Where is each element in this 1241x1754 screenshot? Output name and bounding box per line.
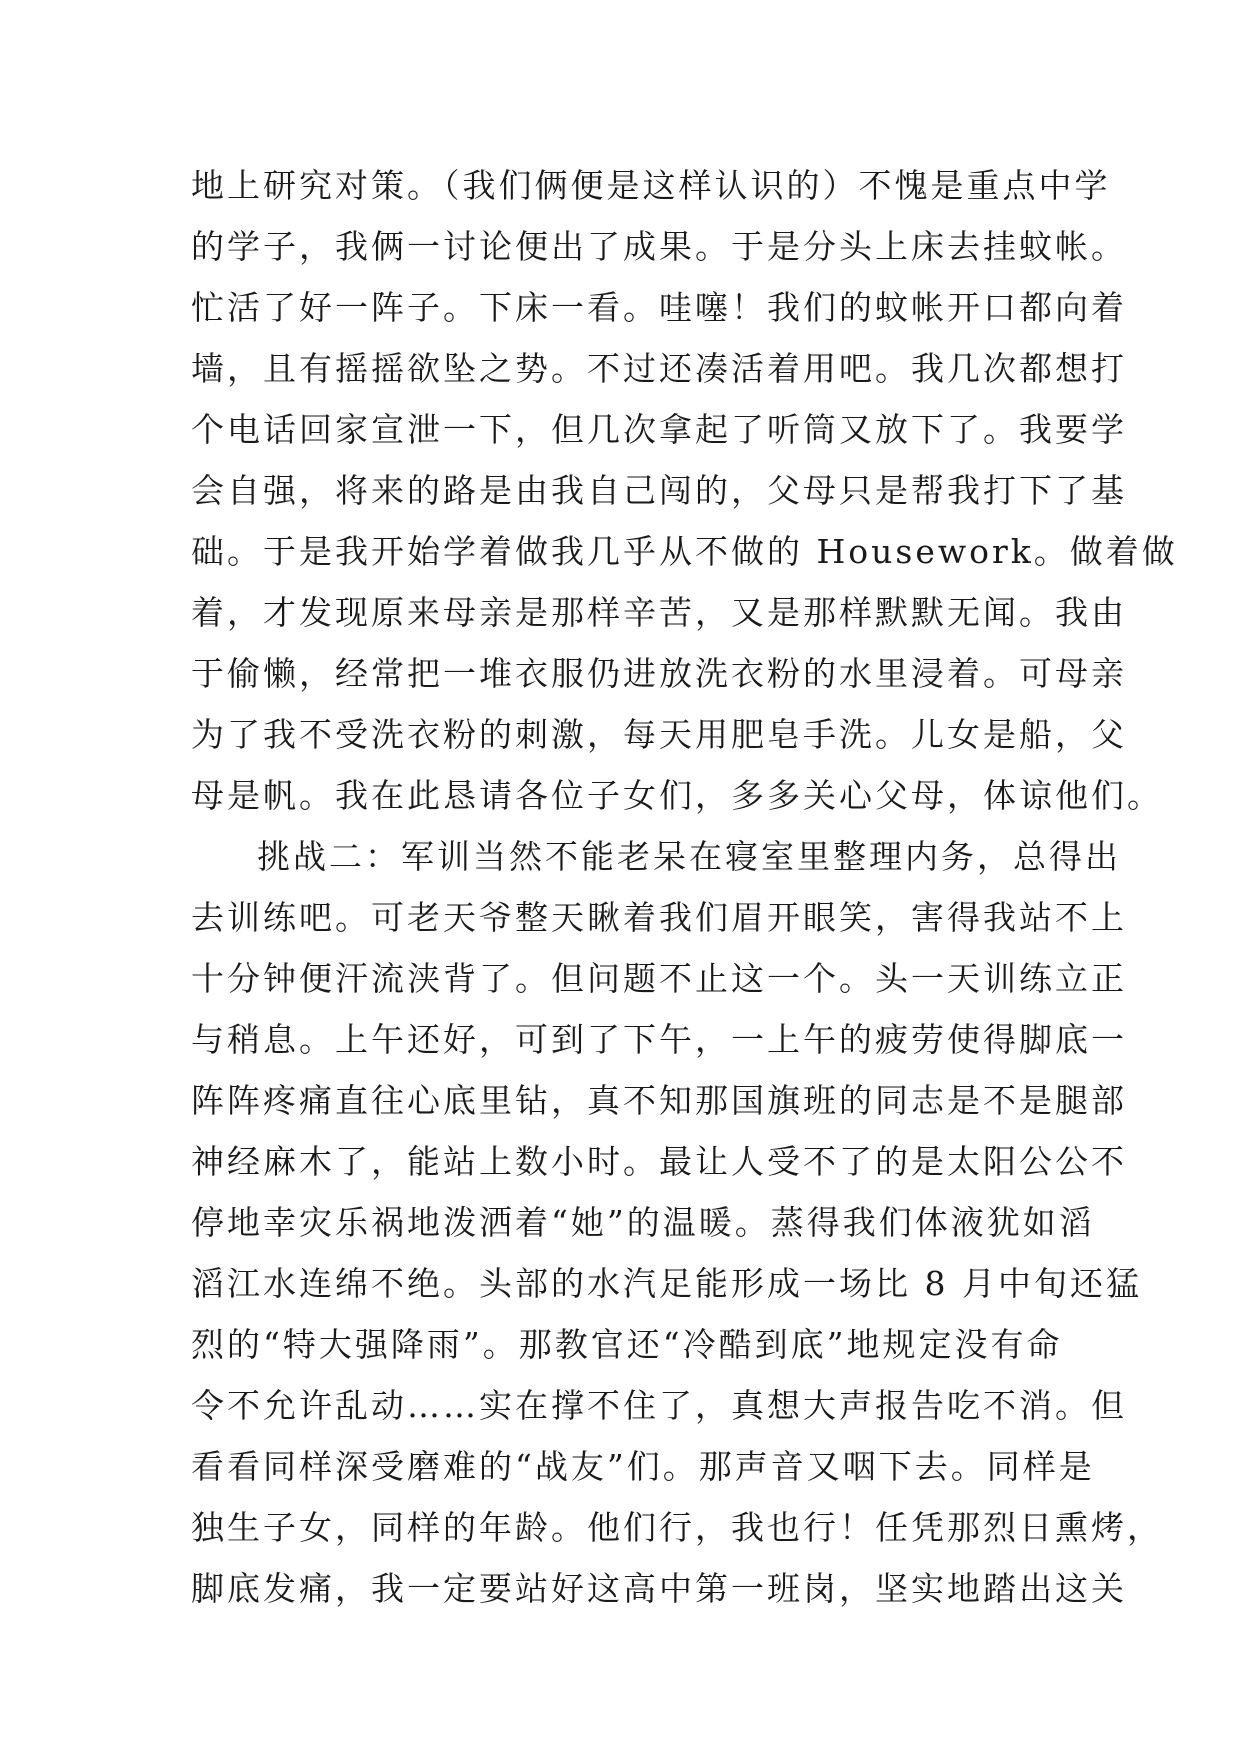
text-line: 忙活了好一阵子。下床一看。哇噻！我们的蚊帐开口都向着 bbox=[191, 288, 1127, 327]
text-line: 母是帆。我在此恳请各位子女们，多多关心父母，体谅他们。 bbox=[191, 776, 1163, 815]
text-line: 神经麻木了，能站上数小时。最让人受不了的是太阳公公不 bbox=[191, 1142, 1127, 1181]
text-line: 滔江水连绵不绝。头部的水汽足能形成一场比 8 月中旬还猛 bbox=[191, 1264, 1142, 1303]
text-line: 墙，且有摇摇欲坠之势。不过还凑活着用吧。我几次都想打 bbox=[191, 349, 1127, 388]
text-line: 于偷懒，经常把一堆衣服仍进放洗衣粉的水里浸着。可母亲 bbox=[191, 654, 1127, 693]
text-line: 会自强，将来的路是由我自己闯的，父母只是帮我打下了基 bbox=[191, 471, 1127, 510]
text-line: 着，才发现原来母亲是那样辛苦，又是那样默默无闻。我由 bbox=[191, 593, 1127, 632]
text-line: 停地幸灾乐祸地泼洒着“她”的温暖。蒸得我们体液犹如滔 bbox=[191, 1203, 1095, 1242]
text-line: 地上研究对策。（我们俩便是这样认识的）不愧是重点中学 bbox=[191, 166, 1111, 205]
text-line: 令不允许乱动……实在撑不住了，真想大声报告吃不消。但 bbox=[191, 1386, 1127, 1425]
text-line: 去训练吧。可老天爷整天瞅着我们眉开眼笑，害得我站不上 bbox=[191, 898, 1127, 937]
body-text bbox=[191, 155, 1178, 1619]
text-line: 脚底发痛，我一定要站好这高中第一班岗，坚实地踏出这关 bbox=[191, 1569, 1127, 1608]
text-line: 阵阵疼痛直往心底里钻，真不知那国旗班的同志是不是腿部 bbox=[191, 1081, 1127, 1120]
paragraph-start-line: 挑战二：军训当然不能老呆在寝室里整理内务，总得出 bbox=[257, 837, 1121, 876]
text-line: 烈的“特大强降雨”。那教官还“冷酷到底”地规定没有命 bbox=[191, 1325, 1063, 1364]
text-line: 独生子女，同样的年龄。他们行，我也行！任凭那烈日熏烤， bbox=[191, 1508, 1163, 1547]
text-line: 础。于是我开始学着做我几乎从不做的 Housework。做着做 bbox=[191, 532, 1178, 571]
text-line: 的学子，我俩一讨论便出了成果。于是分头上床去挂蚊帐。 bbox=[191, 227, 1127, 266]
text-line: 十分钟便汗流浃背了。但问题不止这一个。头一天训练立正 bbox=[191, 959, 1127, 998]
text-line: 与稍息。上午还好，可到了下午，一上午的疲劳使得脚底一 bbox=[191, 1020, 1127, 1059]
text-line: 个电话回家宣泄一下，但几次拿起了听筒又放下了。我要学 bbox=[191, 410, 1127, 449]
text-line: 为了我不受洗衣粉的刺激，每天用肥皂手洗。儿女是船，父 bbox=[191, 715, 1127, 754]
text-line: 看看同样深受磨难的“战友”们。那声音又咽下去。同样是 bbox=[191, 1447, 1095, 1486]
